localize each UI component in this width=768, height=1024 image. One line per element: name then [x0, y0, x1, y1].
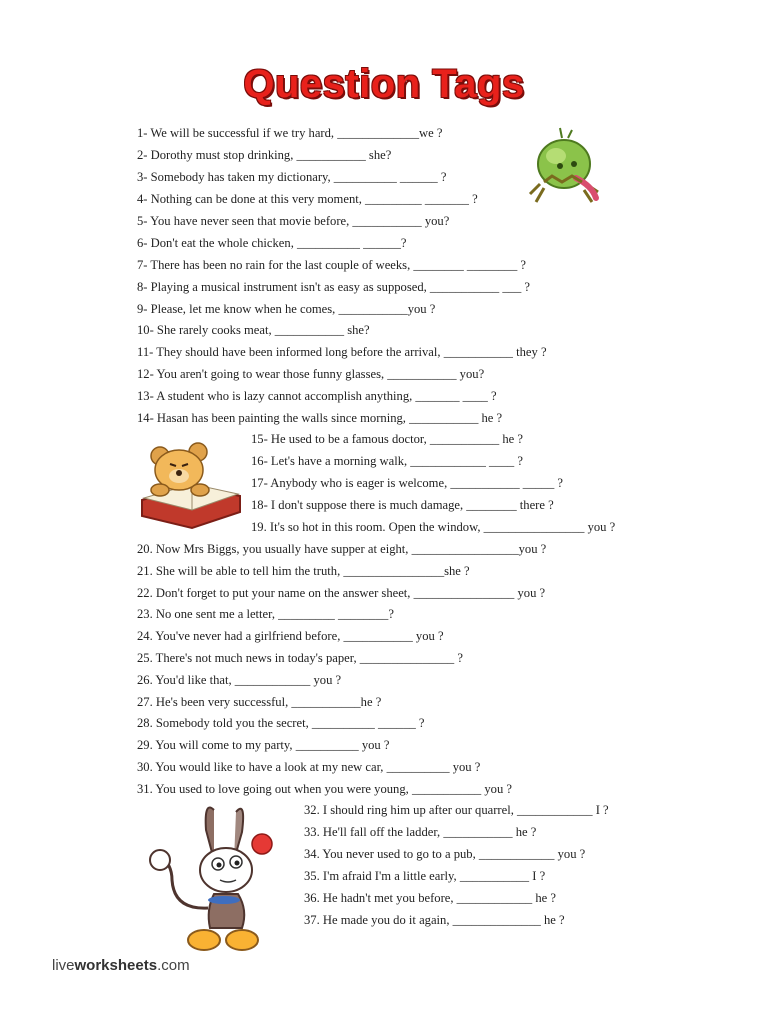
question-26: 26. You'd like that, ____________ you ? — [137, 673, 342, 687]
liveworksheets-logo — [52, 957, 190, 974]
question-15: 15- He used to be a famous doctor, ___________ he ? — [251, 432, 523, 446]
question-17: 17- Anybody who is eager is welcome, ___________ _____ ? — [251, 476, 563, 490]
question-14: 14- Hasan has been painting the walls since morning, ___________ he ? — [137, 411, 503, 425]
footer-brand-bold: worksheets — [74, 957, 158, 974]
footer-brand-tail: .com — [157, 957, 190, 974]
question-30: 30. You would like to have a look at my new car, __________ you ? — [137, 760, 481, 774]
question-7: 7- There has been no rain for the last couple of weeks, ________ ________ ? — [137, 258, 527, 272]
question-18: 18- I don't suppose there is much damage, ________ there ? — [251, 498, 554, 512]
question-19: 19. It's so hot in this room. Open the window, ________________ you ? — [251, 520, 616, 534]
question-21: 21. She will be able to tell him the truth, ________________she ? — [137, 564, 470, 578]
green-creature-illustration — [526, 124, 606, 206]
question-3: 3- Somebody has taken my dictionary, __________ ______ ? — [137, 170, 447, 184]
question-31: 31. You used to love going out when you were young, ___________ you ? — [137, 782, 512, 796]
question-32: 32. I should ring him up after our quarrel, ____________ I ? — [304, 803, 609, 817]
question-1: 1- We will be successful if we try hard, _____________we ? — [137, 126, 443, 140]
question-33: 33. He'll fall off the ladder, ___________ he ? — [304, 825, 537, 839]
question-11: 11- They should have been informed long before the arrival, ___________ they ? — [137, 345, 547, 359]
question-24: 24. You've never had a girlfriend before, ___________ you ? — [137, 629, 444, 643]
question-20: 20. Now Mrs Biggs, you usually have supper at eight, _________________you ? — [137, 542, 547, 556]
question-5: 5- You have never seen that movie before, ___________ you? — [137, 214, 450, 228]
question-35: 35. I'm afraid I'm a little early, ___________ I ? — [304, 869, 546, 883]
question-22: 22. Don't forget to put your name on the answer sheet, ________________ you ? — [137, 586, 546, 600]
question-25: 25. There's not much news in today's paper, _______________ ? — [137, 651, 463, 665]
footer-brand-light: live — [52, 957, 75, 974]
question-10: 10- She rarely cooks meat, ___________ she? — [137, 323, 370, 337]
page-title: Question Tags — [243, 62, 525, 106]
question-29: 29. You will come to my party, __________ you ? — [137, 738, 390, 752]
question-23: 23. No one sent me a letter, _________ ________? — [137, 607, 394, 621]
question-4: 4- Nothing can be done at this very moment, _________ _______ ? — [137, 192, 478, 206]
question-6: 6- Don't eat the whole chicken, __________ ______? — [137, 236, 407, 250]
question-8: 8- Playing a musical instrument isn't as easy as supposed, ___________ ___ ? — [137, 280, 530, 294]
bear-reading-book-illustration — [136, 438, 244, 530]
question-13: 13- A student who is lazy cannot accomplish anything, _______ ____ ? — [137, 389, 497, 403]
question-16: 16- Let's have a morning walk, ____________ ____ ? — [251, 454, 523, 468]
question-34: 34. You never used to go to a pub, ____________ you ? — [304, 847, 586, 861]
question-2: 2- Dorothy must stop drinking, ___________ she? — [137, 148, 392, 162]
question-37: 37. He made you do it again, ______________ he ? — [304, 913, 565, 927]
question-28: 28. Somebody told you the secret, __________ ______ ? — [137, 716, 425, 730]
question-12: 12- You aren't going to wear those funny glasses, ___________ you? — [137, 367, 485, 381]
question-27: 27. He's been very successful, ___________he ? — [137, 695, 382, 709]
question-9: 9- Please, let me know when he comes, ___________you ? — [137, 302, 436, 316]
question-36: 36. He hadn't met you before, ____________ he ? — [304, 891, 556, 905]
cartoon-rabbit-illustration — [144, 800, 276, 960]
